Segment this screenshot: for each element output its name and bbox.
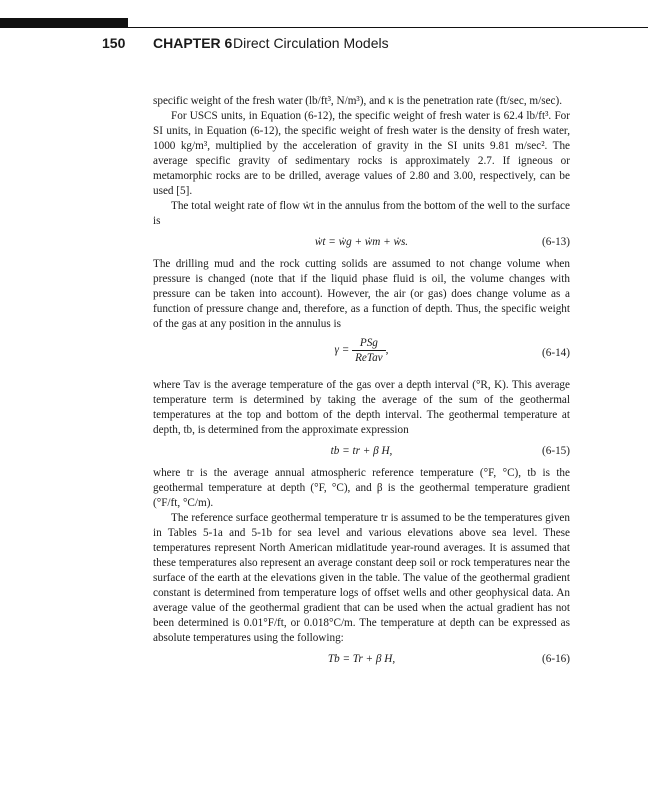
equation-6-13: [153, 229, 570, 257]
equation-number: (6-13): [542, 236, 570, 248]
paragraph: The drilling mud and the rock cutting solids are assumed to not change volume when pressure is changed (note that if the liquid phase fluid is oil, the volume changes with pressure can be taken into account). However, the air (or gas) does change volume as a function of pressure change and, therefore, as a function of depth. Thus, the specific weight of the gas at any position in the annulus is: [153, 258, 570, 330]
paragraph: The reference surface geothermal temperature tr is assumed to be the temperatures given in Tables 5-1a and 5-1b for sea level and various elevations above sea level. These temperatures represent North American midlatitude year-round averages. It is assumed that these temperatures also represent an average constant deep soil or rock temperatures near the surface of the earth at the elevations given in the table. The value of the geothermal gradient constant is determined from temperature logs of offset wells and other geophysical data. An average value of the geothermal gradient that can be used when the actual gradient has not been determined is 0.01°F/ft, or 0.018°C/m. The temperature at depth can be expressed as absolute temperatures using the following:: [153, 512, 570, 644]
paragraph: specific weight of the fresh water (lb/ft³, N/m³), and κ is the penetration rate (ft/sec, m/sec).: [153, 95, 563, 107]
header-rule: [0, 27, 648, 28]
equation-6-14: [153, 332, 570, 378]
paragraph: where Tav is the average temperature of the gas over a depth interval (°R, K). This average temperature term is determined by taking the average of the sum of the geothermal temperatures at the top and bottom of the depth interval. The geothermal temperature at depth, tb, is determined from the approximate expression: [153, 379, 570, 436]
paragraph: For USCS units, in Equation (6-12), the specific weight of fresh water is 62.4 lb/ft³. For SI units, in Equation (6-12), the specific weight of fresh water is the density of fresh water, 1000 kg/m³, multiplied by the acceleration of gravity in the SI units 9.81 m/sec². The average specific gravity of sedimentary rocks is approximately 2.7. If igneous or metamorphic rocks are to be drilled, average values of 2.80 and 3.00, respectively, can be used [5].: [153, 110, 570, 197]
equation-number: (6-16): [542, 653, 570, 665]
fraction: [352, 336, 386, 365]
equation-expression: ẇt = ẇg + ẇm + ẇs.: [314, 236, 409, 248]
equation-expression: Tb = Tr + β H,: [327, 653, 396, 665]
chapter-title: Direct Circulation Models: [233, 35, 389, 51]
equation-expression: tb = tr + β H,: [330, 445, 393, 457]
body-text: [153, 94, 570, 674]
equation-trail: ,: [385, 344, 389, 357]
equation-lhs: γ =: [334, 344, 350, 357]
equation-expression: [153, 336, 570, 365]
equation-6-16: [153, 646, 570, 674]
chapter-label: CHAPTER 6: [153, 35, 233, 51]
paragraph: The total weight rate of flow ẇt in the annulus from the bottom of the well to the surface is: [153, 200, 570, 227]
fraction-denominator: ReTav: [355, 352, 383, 364]
equation-number: (6-14): [542, 347, 570, 359]
running-header: [0, 34, 648, 54]
page-number: 150: [102, 35, 126, 51]
equation-number: (6-15): [542, 445, 570, 457]
equation-6-15: [153, 438, 570, 466]
paragraph: where tr is the average annual atmospheric reference temperature (°F, °C), tb is the geothermal temperature at depth (°F, °C), and β is the geothermal temperature gradient (°F/ft, °C/m).: [153, 467, 570, 509]
fraction-numerator: PSg: [352, 336, 386, 351]
